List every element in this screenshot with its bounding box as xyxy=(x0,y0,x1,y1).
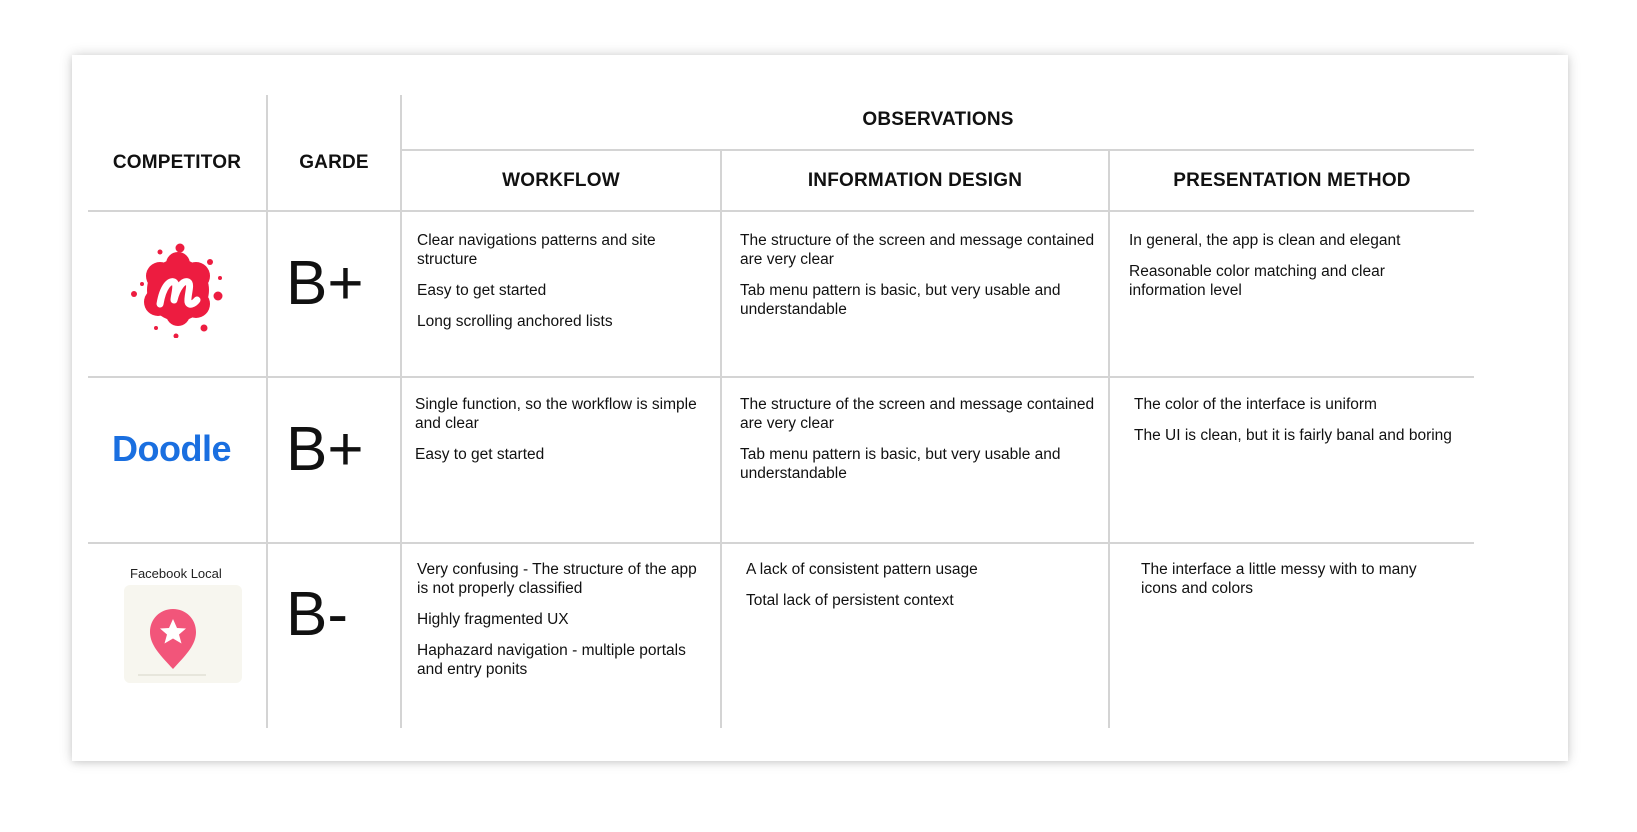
header-grade: GARDE xyxy=(299,152,369,173)
header-competitor: COMPETITOR xyxy=(112,152,242,173)
grid-line xyxy=(720,150,722,728)
list-item: A lack of consistent pattern usage xyxy=(746,561,978,578)
grid-line xyxy=(88,542,1474,544)
doodle-logo: Doodle xyxy=(112,428,231,469)
grade-value: B- xyxy=(286,580,348,649)
list-item: The UI is clean, but it is fairly banal and boring xyxy=(1134,427,1452,444)
grid-line xyxy=(400,149,1474,151)
facebook-local-logo xyxy=(124,585,242,683)
header-presentation-method: PRESENTATION METHOD xyxy=(1173,170,1411,191)
list-item: Long scrolling anchored lists xyxy=(417,313,613,330)
header-observations: OBSERVATIONS xyxy=(862,109,1014,130)
grade-value: B+ xyxy=(286,415,364,484)
meetup-icon xyxy=(130,242,226,338)
information-design-cell xyxy=(740,231,1095,331)
presentation-method-cell xyxy=(1129,231,1449,312)
list-item: Reasonable color matching and clear information level xyxy=(1129,263,1385,299)
comparison-card xyxy=(72,55,1568,761)
list-item: Easy to get started xyxy=(417,282,547,299)
presentation-method-cell xyxy=(1134,395,1469,457)
list-item: The color of the interface is uniform xyxy=(1134,396,1377,413)
grid-line xyxy=(266,95,268,728)
workflow-cell xyxy=(415,395,711,476)
list-item: Tab menu pattern is basic, but very usable and understandable xyxy=(740,446,1061,482)
list-item: Total lack of persistent context xyxy=(746,592,954,609)
workflow-cell xyxy=(417,231,707,343)
information-design-cell xyxy=(746,560,1096,622)
list-item: Easy to get started xyxy=(415,446,545,463)
grid-line xyxy=(1108,150,1110,728)
presentation-method-cell xyxy=(1141,560,1441,610)
grade-value: B+ xyxy=(286,249,364,318)
list-item: The structure of the screen and message contained are very clear xyxy=(740,232,1095,268)
list-item: Single function, so the workflow is simple and clear xyxy=(415,396,697,432)
meetup-logo xyxy=(130,242,226,338)
list-item: Clear navigations patterns and site structure xyxy=(417,232,656,268)
list-item: The structure of the screen and message contained are very clear xyxy=(740,396,1095,432)
list-item: Very confusing - The structure of the app is not properly classified xyxy=(417,561,697,597)
information-design-cell xyxy=(740,395,1095,495)
list-item: Haphazard navigation - multiple portals and entry ponits xyxy=(417,642,686,678)
facebook-local-label: Facebook Local xyxy=(130,566,222,581)
workflow-cell xyxy=(417,560,709,691)
header-information-design: INFORMATION DESIGN xyxy=(807,170,1023,191)
list-item: Tab menu pattern is basic, but very usable and understandable xyxy=(740,282,1061,318)
location-star-icon xyxy=(124,585,242,683)
header-workflow: WORKFLOW xyxy=(502,170,620,191)
list-item: The interface a little messy with to many icons and colors xyxy=(1141,561,1417,597)
grid-line xyxy=(88,376,1474,378)
grid-line xyxy=(88,210,1474,212)
list-item: Highly fragmented UX xyxy=(417,611,569,628)
list-item: In general, the app is clean and elegant xyxy=(1129,232,1401,249)
